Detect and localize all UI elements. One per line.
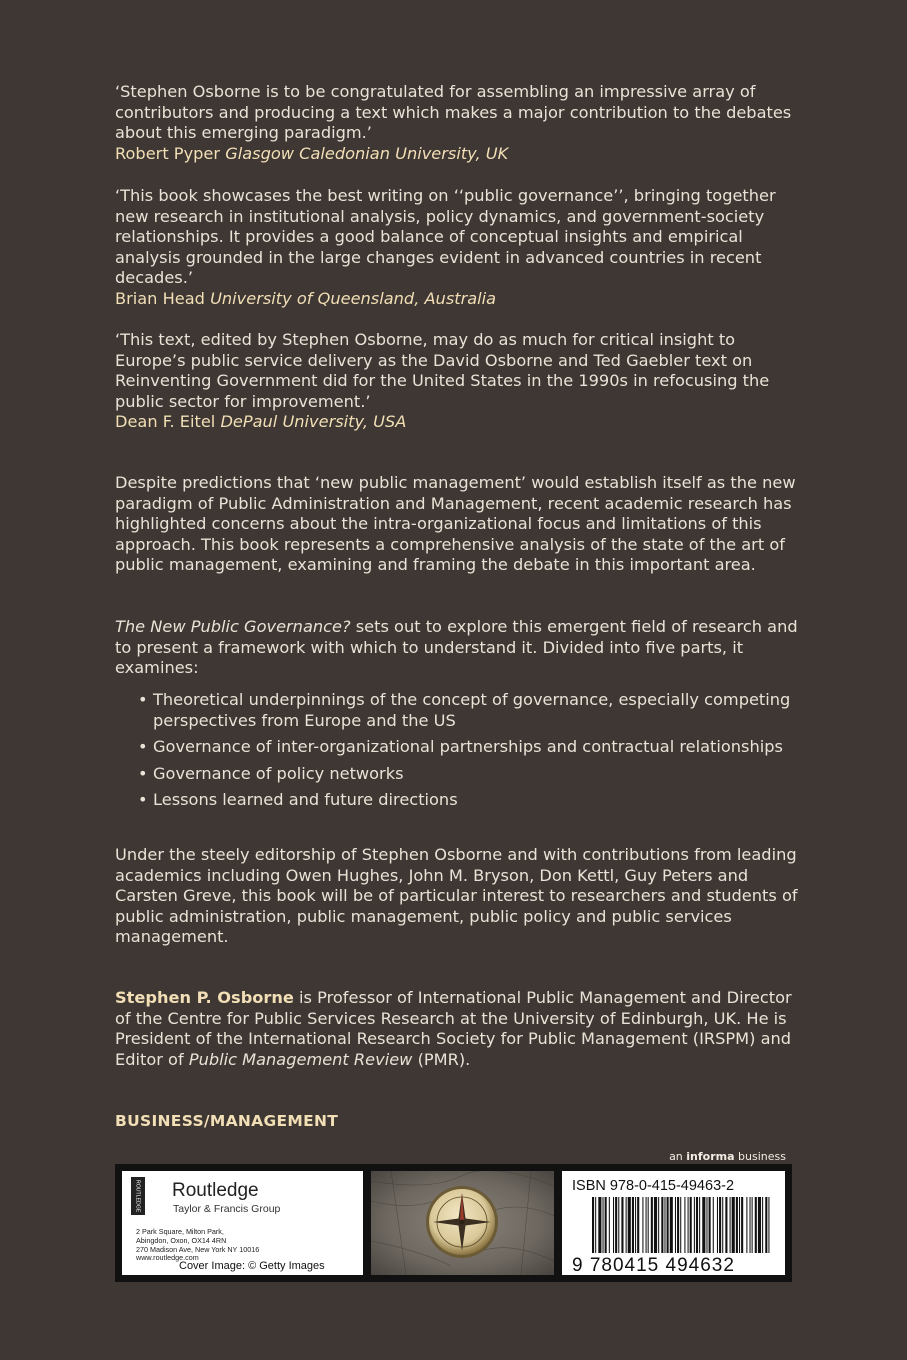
quote-text: ‘Stephen Osborne is to be congratulated for assembling an impressive array of contributors and producing a text which makes a major contribution to the debates about this emerging paradigm.’ bbox=[115, 82, 792, 143]
barcode-bar bbox=[654, 1197, 657, 1253]
list-item: • Governance of inter-organizational partnerships and contractual relationships bbox=[138, 737, 808, 758]
quote-attribution bbox=[115, 144, 805, 165]
description-paragraph: Despite predictions that ‘new public management’ would establish itself as the new paradigm of Public Administration and Management, recent academic research has highlighted concerns about the intra-organizational focus and limitations of this approach. This book represents a comprehensive analysis of the state of the art of public management, examining and framing the debate in this important area. bbox=[115, 473, 796, 575]
barcode-bar bbox=[646, 1197, 647, 1253]
author-name: Stephen P. Osborne bbox=[115, 988, 294, 1007]
barcode-bar bbox=[717, 1197, 718, 1253]
barcode-bar bbox=[664, 1197, 665, 1253]
barcode-bar bbox=[768, 1197, 769, 1253]
barcode-bar bbox=[736, 1197, 738, 1253]
barcode-bar bbox=[765, 1197, 767, 1253]
list-item: • Lessons learned and future directions bbox=[138, 790, 808, 811]
barcode-bar bbox=[628, 1197, 631, 1253]
list-item: • Governance of policy networks bbox=[138, 764, 808, 785]
barcode-bar bbox=[670, 1197, 673, 1253]
barcode-bar bbox=[699, 1197, 700, 1253]
book-title: The New Public Governance? bbox=[115, 617, 351, 636]
barcode-digits: 9 780415 494632 bbox=[572, 1255, 735, 1276]
author-bio-part1: is Professor of International Public Management and Director of the Centre for Public Services Research at the University of Edinburgh, UK. He is President of the International Research Society for Public Management (IRSPM) and Editor of bbox=[115, 988, 792, 1069]
book-description bbox=[115, 473, 805, 576]
barcode-bar bbox=[609, 1197, 610, 1253]
quote-author: Dean F. Eitel bbox=[115, 412, 216, 432]
journal-name: Public Management Review bbox=[188, 1049, 413, 1069]
closing-paragraph-block bbox=[115, 845, 805, 948]
barcode-bar bbox=[696, 1197, 698, 1253]
barcode-bar bbox=[709, 1197, 711, 1253]
quote-affiliation: University of Queensland, Australia bbox=[210, 288, 497, 308]
book-description-2 bbox=[115, 617, 805, 679]
barcode-bar bbox=[680, 1197, 681, 1253]
barcode-bar bbox=[626, 1197, 627, 1253]
barcode-bar bbox=[732, 1197, 735, 1253]
author-bio-text bbox=[115, 988, 805, 1070]
barcode-bar bbox=[651, 1197, 653, 1253]
compass-image bbox=[371, 1171, 554, 1275]
barcode-bar bbox=[746, 1197, 747, 1253]
barcode-bar bbox=[603, 1197, 604, 1253]
quote-attribution bbox=[115, 412, 805, 433]
address-line: Abingdon, Oxon, OX14 4RN bbox=[136, 1235, 227, 1245]
barcode-bar bbox=[706, 1197, 707, 1253]
barcode-bar bbox=[690, 1197, 692, 1253]
quote-affiliation: DePaul University, USA bbox=[220, 412, 407, 432]
quote-attribution bbox=[115, 289, 805, 310]
barcode-box bbox=[562, 1171, 785, 1275]
subject-category: BUSINESS/MANAGEMENT bbox=[115, 1112, 339, 1130]
barcode-bar bbox=[613, 1197, 614, 1253]
barcode-bar bbox=[762, 1197, 763, 1253]
barcode-bar bbox=[632, 1197, 634, 1253]
barcode-bar bbox=[675, 1197, 676, 1253]
quote-author: Robert Pyper bbox=[115, 143, 221, 163]
barcode-bar bbox=[688, 1197, 689, 1253]
quote-affiliation: Glasgow Caledonian University, UK bbox=[225, 143, 509, 163]
description-paragraph-2 bbox=[115, 617, 805, 679]
author-bio bbox=[115, 988, 805, 1070]
barcode-bar bbox=[621, 1197, 623, 1253]
publisher-name: Routledge bbox=[172, 1180, 259, 1201]
barcode-bar bbox=[667, 1197, 669, 1253]
barcode-bar bbox=[725, 1197, 727, 1253]
publisher-group: Taylor & Francis Group bbox=[173, 1203, 281, 1215]
barcode-bar bbox=[595, 1197, 596, 1253]
barcode-bar bbox=[635, 1197, 636, 1253]
quote-2 bbox=[115, 186, 805, 310]
barcode-bar bbox=[618, 1197, 619, 1253]
quote-text: ‘This text, edited by Stephen Osborne, may do as much for critical insight to Europe’s public service delivery as the David Osborne and Ted Gaebler text on Reinventing Government did for the United States in the 1990s in refocusing the public sector for improvement.’ bbox=[115, 330, 770, 411]
barcode-bar bbox=[750, 1197, 751, 1253]
routledge-logo-text: ROUTLEDGE bbox=[134, 1180, 141, 1213]
barcode-bar bbox=[739, 1197, 740, 1253]
informa-prefix: an bbox=[669, 1150, 687, 1163]
barcode-bar bbox=[702, 1197, 705, 1253]
informa-suffix: business bbox=[734, 1150, 786, 1163]
quote-author: Brian Head bbox=[115, 288, 205, 308]
barcode-bar bbox=[722, 1197, 723, 1253]
barcode bbox=[592, 1197, 770, 1253]
address-line: 2 Park Square, Milton Park, bbox=[136, 1227, 224, 1236]
informa-brand: informa bbox=[686, 1150, 735, 1163]
barcode-bar bbox=[658, 1197, 659, 1253]
author-bio-part2: (PMR). bbox=[412, 1049, 471, 1069]
footer-strip bbox=[115, 1164, 792, 1282]
description2-text: sets out to explore this emergent field of research and to present a framework with which to understand it. Divided into five parts, it examines: bbox=[115, 617, 798, 678]
barcode-bar bbox=[648, 1197, 649, 1253]
publisher-address bbox=[136, 1228, 259, 1263]
barcode-bar bbox=[684, 1197, 685, 1253]
barcode-bar bbox=[752, 1197, 753, 1253]
barcode-bar bbox=[719, 1197, 721, 1253]
barcode-bar bbox=[592, 1197, 594, 1253]
quote-1 bbox=[115, 82, 805, 164]
address-line: www.routledge.com bbox=[136, 1253, 199, 1263]
barcode-bar bbox=[755, 1197, 757, 1253]
barcode-bar bbox=[741, 1197, 743, 1253]
list-item: • Theoretical underpinnings of the concept of governance, especially competing perspectives from Europe and the US bbox=[138, 690, 808, 731]
barcode-bar bbox=[713, 1197, 714, 1253]
address-line: 270 Madison Ave, New York NY 10016 bbox=[136, 1244, 260, 1254]
barcode-bar bbox=[605, 1197, 607, 1253]
barcode-bar bbox=[661, 1197, 663, 1253]
barcode-bar bbox=[730, 1197, 731, 1253]
routledge-logo bbox=[131, 1177, 145, 1215]
publisher-box bbox=[122, 1171, 363, 1275]
cover-credit: Cover Image: © Getty Images bbox=[179, 1260, 325, 1272]
topics-list bbox=[138, 690, 808, 817]
barcode-bar bbox=[615, 1197, 617, 1253]
quote-text: ‘This book showcases the best writing on ‘‘public governance’’, bringing together new research in institutional analysis, policy dynamics, and government-society relationships. It provides a good balance of conceptual insights and empirical analysis grounded in the large changes evident in advanced countries in recent decades.’ bbox=[115, 186, 776, 288]
closing-paragraph: Under the steely editorship of Stephen Osborne and with contributions from leading academics including Owen Hughes, John M. Bryson, Don Kettl, Guy Peters and Carsten Greve, this book will be of particular interest to researchers and students of public administration, public management, public policy and public services management. bbox=[115, 845, 798, 947]
quote-3 bbox=[115, 330, 805, 433]
barcode-bar bbox=[694, 1197, 695, 1253]
isbn: ISBN 978-0-415-49463-2 bbox=[572, 1178, 735, 1194]
barcode-bar bbox=[758, 1197, 761, 1253]
barcode-bar bbox=[598, 1197, 601, 1253]
informa-tagline bbox=[669, 1150, 786, 1163]
barcode-bar bbox=[637, 1197, 639, 1253]
barcode-bar bbox=[677, 1197, 679, 1253]
barcode-bar bbox=[642, 1197, 643, 1253]
